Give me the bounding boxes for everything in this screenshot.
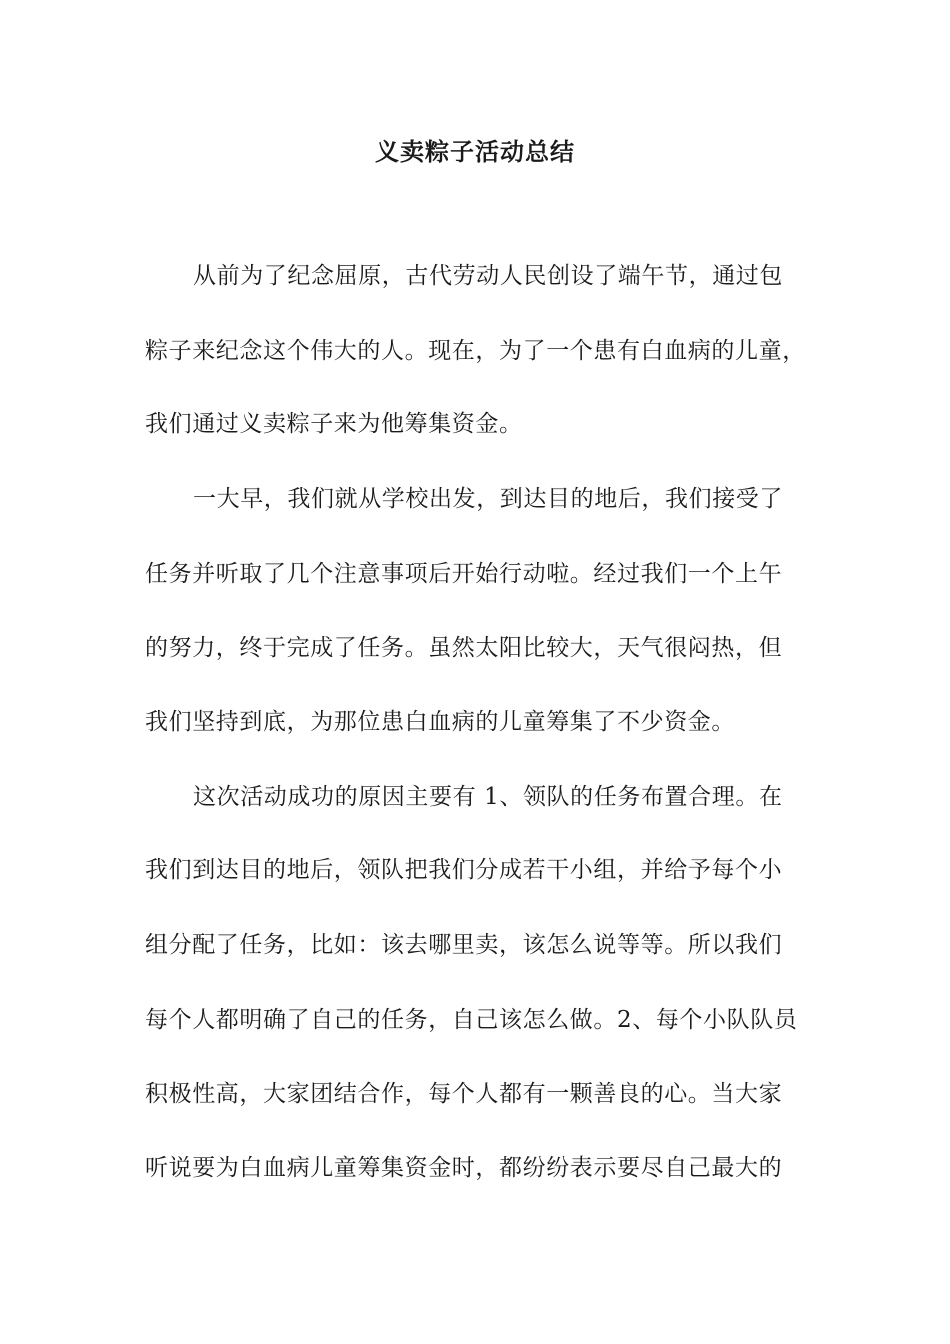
- paragraph-2-line-1: 一大早，我们就从学校出发，到达目的地后，我们接受了: [193, 486, 783, 512]
- paragraph-3-line-1: 这次活动成功的原因主要有 1、领队的任务布置合理。在: [193, 784, 783, 810]
- document-title: 义卖粽子活动总结: [375, 138, 575, 166]
- paragraph-1-line-3: 我们通过义卖粽子来为他筹集资金。: [145, 411, 523, 437]
- paragraph-3-line-3: 组分配了任务，比如：该去哪里卖，该怎么说等等。所以我们: [145, 932, 783, 958]
- paragraph-1-line-1: 从前为了纪念屈原，古代劳动人民创设了端午节，通过包: [193, 263, 783, 289]
- paragraph-3-line-4: 每个人都明确了自己的任务，自己该怎么做。2、每个小队队员: [145, 1007, 798, 1033]
- paragraph-2-line-3: 的努力，终于完成了任务。虽然太阳比较大，天气很闷热，但: [145, 635, 783, 661]
- paragraph-3-line-5: 积极性高，大家团结合作，每个人都有一颗善良的心。当大家: [145, 1081, 783, 1107]
- paragraph-2-line-4: 我们坚持到底，为那位患白血病的儿童筹集了不少资金。: [145, 709, 735, 735]
- paragraph-1-line-2: 粽子来纪念这个伟大的人。现在，为了一个患有白血病的儿童，: [145, 338, 806, 364]
- paragraph-3-line-6: 听说要为白血病儿童筹集资金时，都纷纷表示要尽自己最大的: [145, 1155, 783, 1181]
- paragraph-3-line-2: 我们到达目的地后，领队把我们分成若干小组，并给予每个小: [145, 857, 783, 883]
- paragraph-2-line-2: 任务并听取了几个注意事项后开始行动啦。经过我们一个上午: [145, 561, 783, 587]
